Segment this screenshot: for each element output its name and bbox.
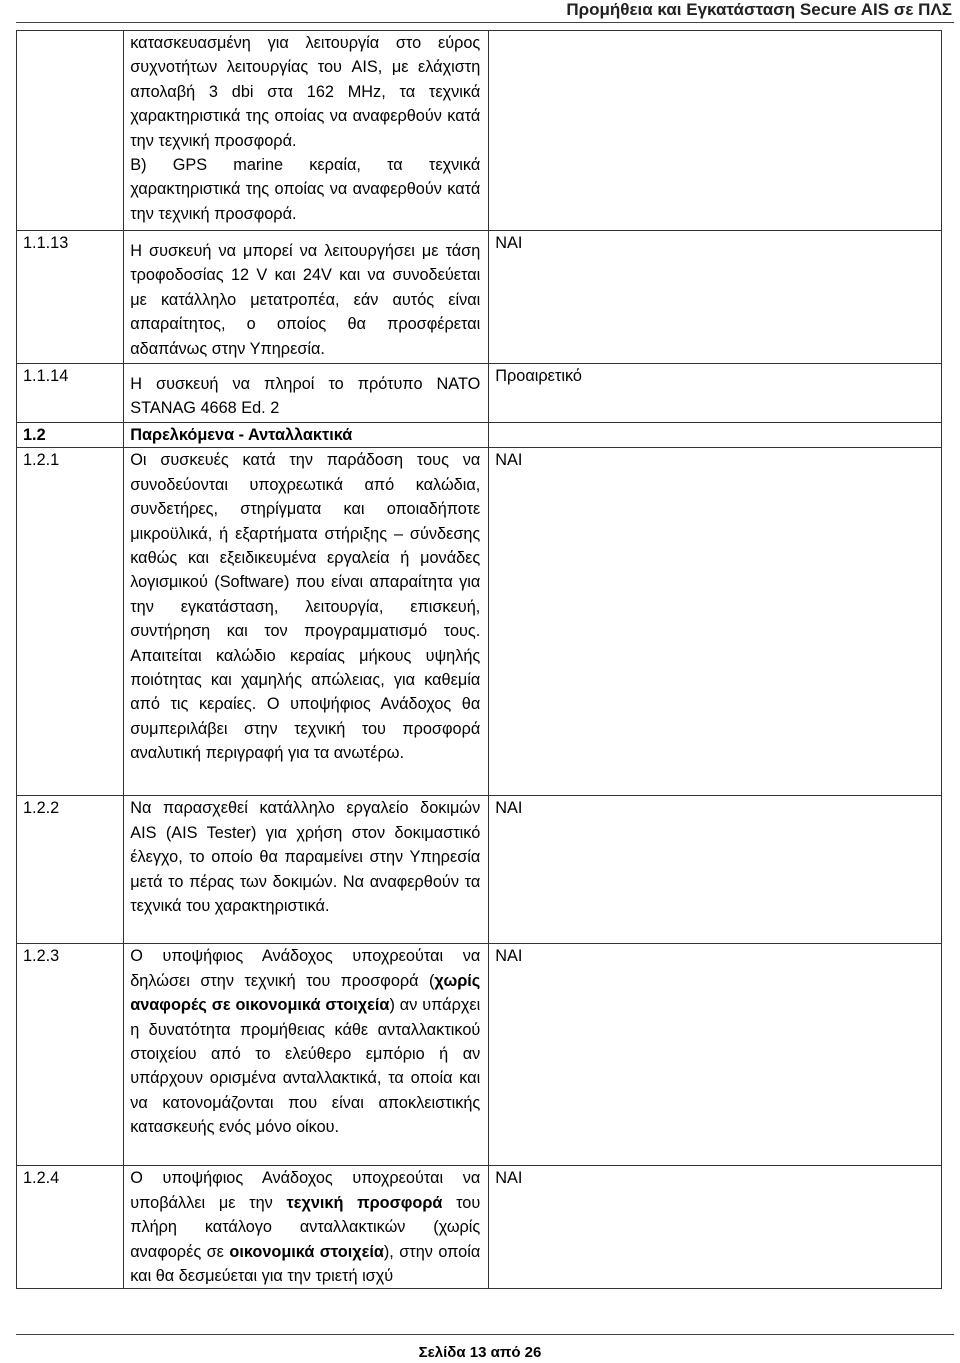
row-description — [124, 944, 489, 1166]
page-header-title: Προμήθεια και Εγκατάσταση Secure AIS σε ΠΛΣ — [566, 0, 952, 19]
row-description-part: B) GPS marine κεραία, τα τεχνικά χαρακτηριστικά της οποίας να αναφερθούν κατά την τεχνική προσφορά. — [130, 156, 481, 223]
row-description: Η συσκευή να πληροί το πρότυπο ΝΑΤΟ STANAG 4668 Ed. 2 — [124, 364, 489, 423]
table-row — [17, 944, 942, 1166]
description-text: ), στην οποία και θα δεσμεύεται για την τριετή ισχύ — [130, 1242, 481, 1286]
header-divider — [16, 22, 954, 23]
row-value: ΝΑΙ — [489, 1166, 942, 1289]
section-row — [17, 423, 942, 448]
row-number: 1.1.13 — [17, 231, 124, 364]
row-number: 1.2.4 — [17, 1166, 124, 1289]
table-row — [17, 796, 942, 944]
footer-divider — [16, 1334, 954, 1335]
table-row — [17, 231, 942, 364]
table-row — [17, 1166, 942, 1289]
row-value: ΝΑΙ — [489, 944, 942, 1166]
section-value-cell — [489, 423, 942, 448]
description-text: ) αν υπάρχει η δυνατότητα προμήθειας κάθε ανταλλακτικού στοιχείου από το ελεύθερο εμπόριο ή αν υπάρχουν ορισμένα ανταλλακτικά, τα οποία και να κατονομάζονται που είναι αποκλειστικής κατασκευής ενός μόνο οίκου. — [130, 996, 481, 1137]
description-text: του πλήρη κατάλογο ανταλλακτικών (χωρίς αναφορές σε — [130, 1193, 481, 1261]
row-description — [124, 1166, 489, 1289]
description-text: Ο υποψήφιος Ανάδοχος υποχρεούται να υποβάλλει με την — [130, 1169, 481, 1212]
row-number: 1.1.14 — [17, 364, 124, 423]
row-number: 1.2.1 — [17, 448, 124, 796]
emphasis-text: χωρίς αναφορές σε οικονομικά στοιχεία — [130, 971, 481, 1015]
row-description-part: κατασκευασμένη για λειτουργία στο εύρος συχνοτήτων λειτουργίας του AIS, με ελάχιστη απολαβή 3 dbi στα 162 MHz, τα τεχνικά χαρακτηριστικά της οποίας να αναφερθούν κατά την τεχνική προσφορά. — [130, 34, 481, 150]
row-value: Προαιρετικό — [489, 364, 942, 423]
row-description: Να παρασχεθεί κατάλληλο εργαλείο δοκιμών AIS (AIS Tester) για χρήση στον δοκιμαστικό έλεγχο, το οποίο θα παραμείνει στην Υπηρεσία μετά το πέρας των δοκιμών. Να αναφερθούν τα τεχνικά του χαρακτηριστικά. — [124, 796, 489, 944]
section-title: Παρελκόμενα - Ανταλλακτικά — [124, 423, 489, 448]
row-number: 1.2.3 — [17, 944, 124, 1166]
row-description: Η συσκευή να μπορεί να λειτουργήσει με τάση τροφοδοσίας 12 V και 24V και να συνοδεύεται με κατάλληλο μετατροπέα, εάν αυτός είναι απαραίτητος, ο οποίος θα προσφέρεται αδαπάνως στην Υπηρεσία. — [124, 231, 489, 364]
table-row — [17, 364, 942, 423]
page-number: Σελίδα 13 από 26 — [418, 1344, 542, 1361]
row-description — [124, 31, 489, 231]
row-value — [489, 31, 942, 231]
row-value: ΝΑΙ — [489, 796, 942, 944]
description-text: Ο υποψήφιος Ανάδοχος υποχρεούται να δηλώσει στην τεχνική του προσφορά ( — [130, 947, 481, 990]
section-number: 1.2 — [17, 423, 124, 448]
row-number: 1.2.2 — [17, 796, 124, 944]
requirements-table — [16, 30, 942, 1289]
row-value: ΝΑΙ — [489, 448, 942, 796]
row-description: Οι συσκευές κατά την παράδοση τους να συνοδεύονται υποχρεωτικά από καλώδια, συνδετήρες, στηρίγματα και οποιαδήποτε μικροϋλικά, ή εξαρτήματα στήριξης – σύνδεσης καθώς και εξειδικευμένα εργαλεία ή μονάδες λογισμικού (Software) που είναι απαραίτητα για την εγκατάσταση, λειτουργία, επισκευή, συντήρηση και τον προγραμματισμό τους. Απαιτείται καλώδιο κεραίας μήκους υψηλής ποιότητας και χαμηλής απώλειας, για καθεμία από τις κεραίες. Ο υποψήφιος Ανάδοχος θα συμπεριλάβει στην τεχνική του προσφορά αναλυτική περιγραφή για τα ανωτέρω. — [124, 448, 489, 796]
emphasis-text: τεχνική προσφορά — [286, 1193, 443, 1212]
row-number — [17, 31, 124, 231]
row-value: ΝΑΙ — [489, 231, 942, 364]
table-row — [17, 448, 942, 796]
emphasis-text: οικονομικά στοιχεία — [229, 1242, 384, 1261]
table-row — [17, 31, 942, 231]
